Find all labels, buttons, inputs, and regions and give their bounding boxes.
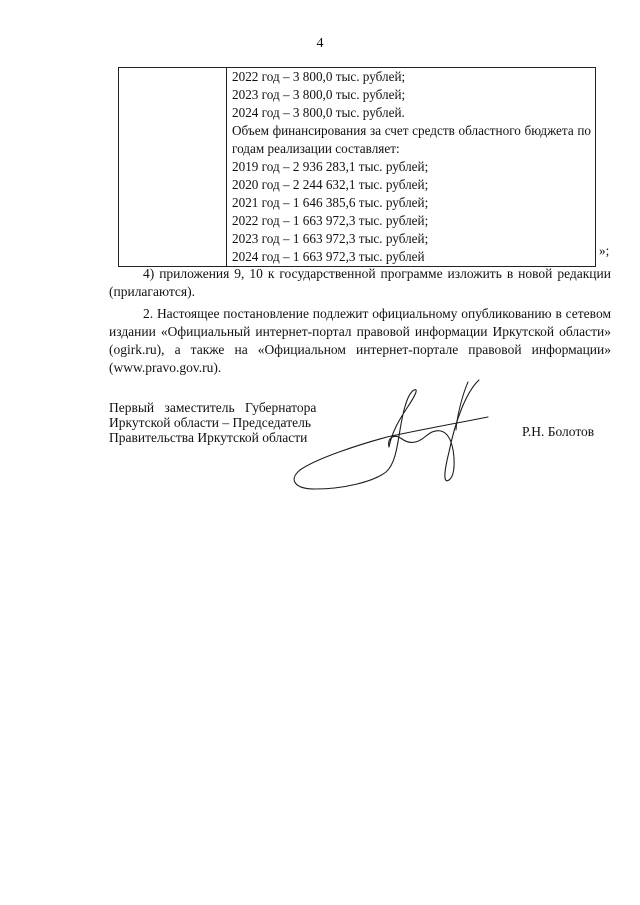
- item-4-paragraph: 4) приложения 9, 10 к государственной программе изложить в новой редакции (прилагаются).: [109, 266, 611, 299]
- signatory-title-line: Иркутской области – Председатель: [109, 415, 311, 430]
- financing-line: 2024 год – 1 663 972,3 тыс. рублей: [232, 249, 425, 264]
- signatory-title-line: Первый заместитель Губернатора: [109, 400, 317, 415]
- financing-line: 2021 год – 1 646 385,6 тыс. рублей;: [232, 195, 429, 210]
- signatory-name: Р.Н. Болотов: [522, 424, 595, 439]
- financing-line: 2022 год – 3 800,0 тыс. рублей;: [232, 69, 406, 84]
- closing-quote: »;: [599, 243, 610, 258]
- item-2-paragraph: 2. Настоящее постановление подлежит официальному опубликованию в сетевом издании «Официальный интернет-портал правовой информации Иркутской области» (ogirk.ru), а также на «Официальном интернет-портале правовой информации» (www.pravo.gov.ru).: [109, 306, 611, 375]
- financing-line: 2023 год – 1 663 972,3 тыс. рублей;: [232, 231, 429, 246]
- financing-line: 2020 год – 2 244 632,1 тыс. рублей;: [232, 177, 429, 192]
- financing-table: [118, 67, 596, 267]
- table-right-cell: [227, 68, 596, 267]
- financing-line: 2022 год – 1 663 972,3 тыс. рублей;: [232, 213, 429, 228]
- page-number: 4: [316, 36, 324, 51]
- financing-paragraph: Объем финансирования за счет средств областного бюджета по годам реализации составляет:: [232, 123, 591, 156]
- financing-line: 2019 год – 2 936 283,1 тыс. рублей;: [232, 159, 429, 174]
- financing-line: 2023 год – 3 800,0 тыс. рублей;: [232, 87, 406, 102]
- signatory-title-line: Правительства Иркутской области: [109, 430, 308, 445]
- table-left-cell: [119, 68, 227, 267]
- financing-line: 2024 год – 3 800,0 тыс. рублей.: [232, 105, 405, 120]
- handwritten-signature: [283, 372, 513, 502]
